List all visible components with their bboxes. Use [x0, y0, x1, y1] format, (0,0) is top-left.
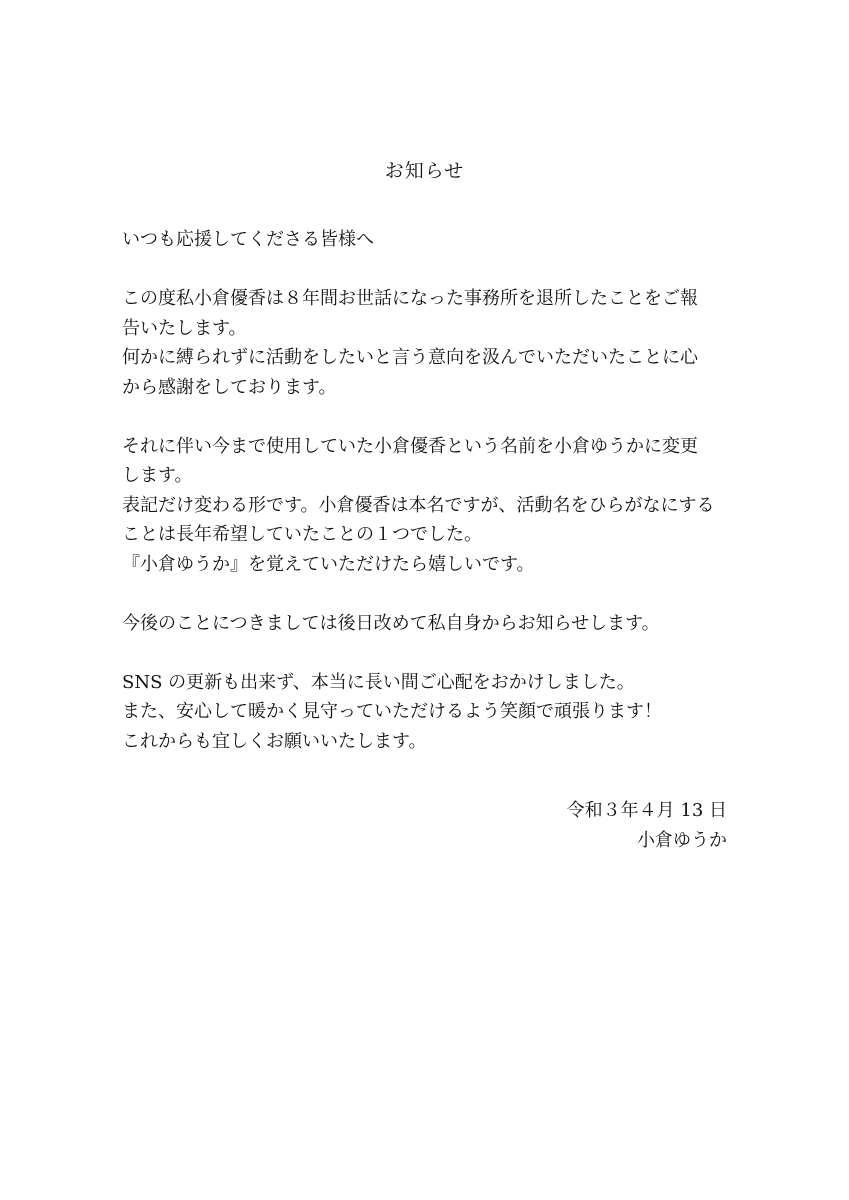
paragraph-closing: [122, 668, 732, 757]
date-line: 令和３年４月 13 日: [566, 800, 727, 821]
text-line: 告いたします。: [122, 317, 247, 339]
text-line: 何かに縛られずに活動をしたいと言う意向を汲んでいただいたことに心: [122, 347, 698, 368]
text-line: ことは長年希望していたことの１つでした。: [122, 524, 482, 545]
document-body: [122, 225, 732, 786]
paragraph-name-change: [122, 432, 732, 580]
text-line: この度私小倉優香は８年間お世話になった事務所を退所したことをご報: [122, 288, 698, 309]
paragraph-resignation: [122, 284, 732, 402]
signature-block: [567, 796, 727, 856]
text-line: から感謝をしております。: [122, 376, 337, 398]
paragraph-future: [122, 609, 732, 639]
text-line: 表記だけ変わる形です。小倉優香は本名ですが、活動名をひらがなにする: [122, 494, 715, 516]
text-line: します。: [122, 465, 193, 486]
text-line: これからも宜しくお願いいたします。: [122, 730, 427, 752]
document-title: お知らせ: [384, 160, 465, 182]
text-line: 今後のことにつきましては後日改めて私自身からお知らせします。: [122, 612, 660, 634]
text-line: 『小倉ゆうか』を覚えていただけたら嬉しいです。: [122, 553, 535, 575]
author-name: 小倉ゆうか: [637, 830, 727, 851]
text-line: また、安心して暖かく見守っていただけるよう笑顔で頑張ります！: [122, 701, 662, 722]
greeting-line: いつも応援してくださる皆様へ: [122, 229, 374, 250]
text-line: SNS の更新も出来ず、本当に長い間ご心配をおかけしました。: [122, 671, 635, 693]
text-line: それに伴い今まで使用していた小倉優香という名前を小倉ゆうかに変更: [122, 435, 698, 457]
